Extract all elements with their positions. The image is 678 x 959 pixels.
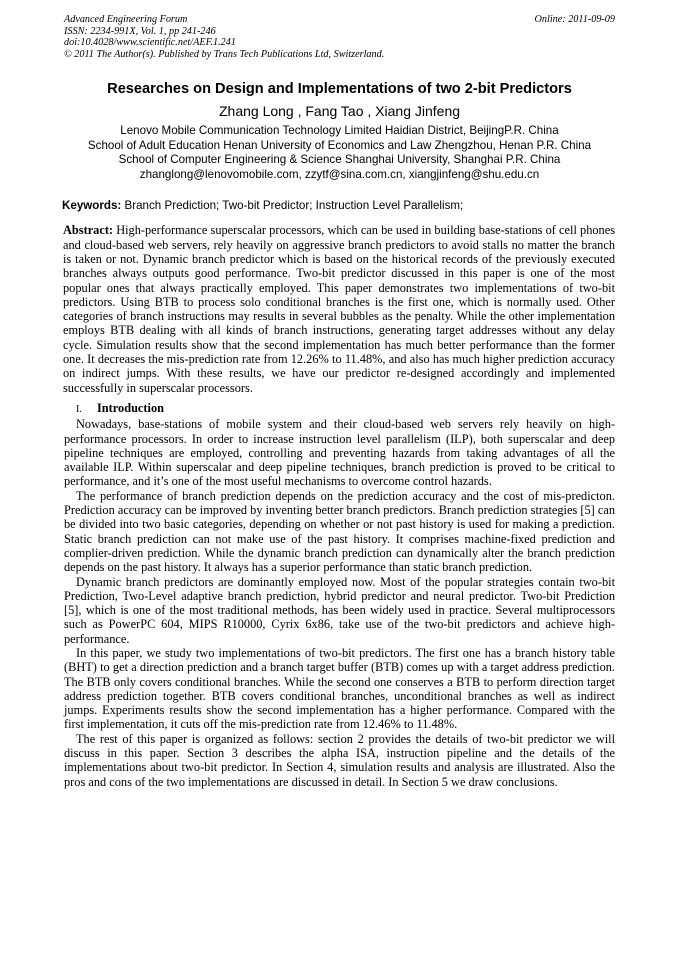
keywords-list: Branch Prediction; Two-bit Predictor; Instruction Level Parallelism; bbox=[124, 199, 464, 213]
paper-authors: Zhang Long , Fang Tao , Xiang Jinfeng bbox=[218, 103, 461, 119]
journal-name: Advanced Engineering Forum bbox=[64, 14, 188, 25]
keywords bbox=[62, 199, 615, 213]
issn-info: ISSN: 2234-991X, Vol. 1, pp 241-246 bbox=[64, 25, 216, 37]
online-date: Online: 2011-09-09 bbox=[534, 14, 615, 25]
abstract-text: High-performance superscalar processors, which can be used in building base-stations of cell phones and cloud-based web servers, rely heavily on aggressive branch predictors to avoid stalls no matter the branch is taken or not. Dynamic branch predictor which is based on the historical records of the previously executed branches always outputs good performance. Two-bit predictor discussed in this paper is one of the most popular ones that always practically employed. This paper demonstrates two implementations of two-bit predictors. Using BTB to process solo conditional branches is the first one, which is normally used. Other categories of branch instructions may results in several bubbles as the penalty. While the other implementation employs BTB dealing with all kinds of branch instructions, generating target addresses without any delay cycle. Simulation results show that the second implementation has much better performance than the former one. It decreases the mis-prediction rate from 12.26% to 11.48%, and also has much higher prediction accuracy on indirect jumps. With these results, we have our predictor re-designed accordingly and implemented successfully in superscalar processors. bbox=[63, 223, 615, 395]
paper-page bbox=[64, 14, 615, 789]
paragraph: The performance of branch prediction depends on the prediction accuracy and the cost of mis-predicton. Prediction accuracy can be improved by inventing better branch predictors. Branch prediction strategies [5] can be divided into two basic categories, depending on whether or not past history is used for making a prediction. Static branch prediction can not make use of the past history. It comprises machine-fixed prediction and complier-driven prediction. While the dynamic branch prediction can dynamically alter the branch prediction depends on the past history. It always has a superior performance than static branch prediction. bbox=[64, 488, 615, 575]
affiliation-lenovo: Lenovo Mobile Communication Technology Limited Haidian District, BeijingP.R. China bbox=[120, 124, 559, 137]
abstract-label: Abstract: bbox=[63, 223, 114, 238]
journal-header bbox=[64, 14, 615, 60]
section-number: I. bbox=[76, 403, 82, 415]
abstract bbox=[63, 223, 615, 395]
author-emails: zhanglong@lenovomobile.com, zzytf@sina.com.cn, xiangjinfeng@shu.edu.cn bbox=[139, 167, 540, 181]
affiliation-shanghai: School of Computer Engineering & Science Shanghai University, Shanghai P.R. China bbox=[118, 153, 561, 167]
paragraph: In this paper, we study two implementations of two-bit predictors. The first one has a branch history table (BHT) to get a direction prediction and a branch target buffer (BTB) comes up with a target address prediction. The BTB only covers conditional branches. While the second one conserves a BTB to perform direction target address prediction together. BTB covers conditional branches, unconditional branches as well as indirect jumps. Experiments results show the second implementation has a higher performance. Compared with the first implementation, it cuts off the mis-prediction rate from 12.46% to 11.48%. bbox=[64, 645, 615, 732]
keywords-label: Keywords: bbox=[62, 199, 122, 213]
section-title: Introduction bbox=[97, 400, 164, 415]
copyright-notice: © 2011 The Author(s). Published by Trans Tech Publications Ltd, Switzerland. bbox=[64, 48, 385, 60]
paper-title: Researches on Design and Implementations of two 2-bit Predictors bbox=[107, 81, 572, 97]
paragraph: The rest of this paper is organized as follows: section 2 provides the details of two-bit predictor we will discuss in this paper. Section 3 describes the alpha ISA, instruction pipeline and the details of the implementations about two-bit predictor. In Section 4, simulation results and analysis are illustrated. Also the pros and cons of the two implementations are discussed in detail. In Section 5 we draw conclusions. bbox=[64, 731, 615, 789]
affiliations bbox=[64, 124, 615, 182]
paragraph: Nowadays, base-stations of mobile system and their cloud-based web servers rely heavily on high-performance processors. In order to increase instruction level parallelism (ILP), both superscalar and deep pipeline techniques are employed, controlling and preventing hazards from taking advantages of all the available ILP. Within superscalar and deep pipeline techniques, branch prediction is proved to be critical to performance, and it’s one of the most useful mechanisms to overcome control hazards. bbox=[64, 417, 615, 489]
section-heading bbox=[64, 401, 615, 417]
affiliation-henan: School of Adult Education Henan University of Economics and Law Zhengzhou, Henan P.R. China bbox=[87, 138, 592, 152]
doi-info: doi:10.4028/www.scientific.net/AEF.1.241 bbox=[64, 37, 236, 48]
paragraph: Dynamic branch predictors are dominantly employed now. Most of the popular strategies contain two-bit Prediction, Two-Level adaptive branch prediction, hybrid predictor and neural predictor. Two-bit Prediction [5], which is one of the most traditional methods, has been widely used in practice. Several multiprocessors such as PowerPC 604, MIPS R10000, Cyrix 6x86, take use of the two-bit predictors and achieve high-performance. bbox=[64, 574, 615, 646]
section-introduction bbox=[64, 401, 615, 789]
